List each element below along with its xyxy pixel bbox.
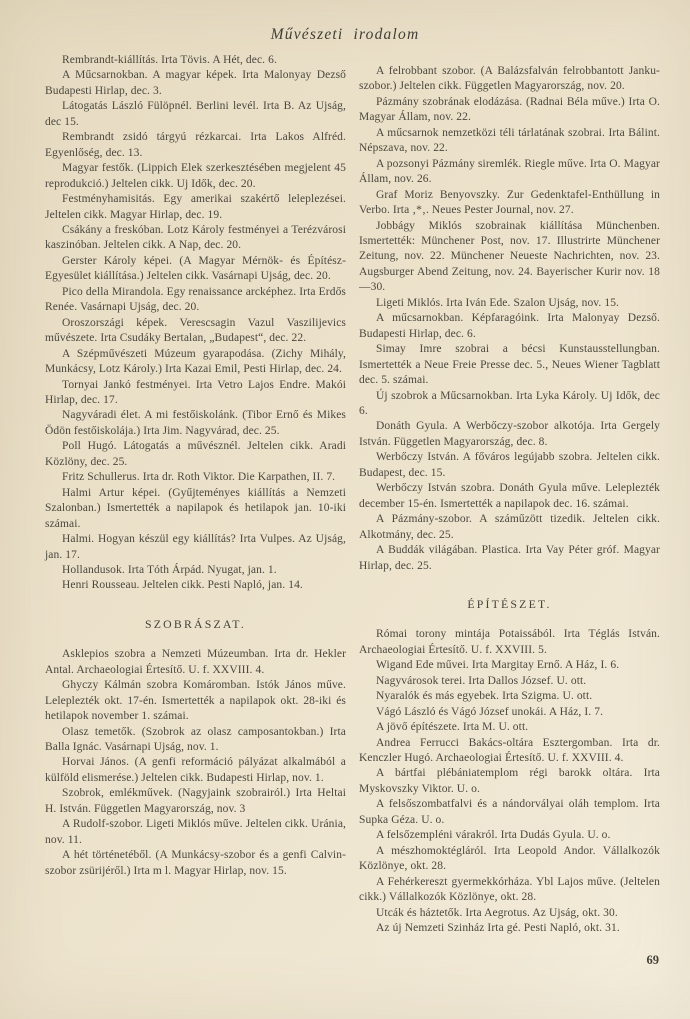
page-number: 69 [646,953,659,967]
bibliography-entry: Nyaralók és más egyebek. Irta Szigma. U. ott. [376,690,593,703]
bibliography-entry: Magyar festők. (Lippich Elek szerkesztésében megjelent 45 reprodukció.) Jeltelen cikk. Uj Idők, dec. 20. [45,162,346,190]
bibliography-entry: Római torony mintája Potaissából. Irta Téglás István. Archaeologiai Értesítő. U. f. XXVIII. 5. [359,628,660,656]
bibliography-entry: Poll Hugó. Látogatás a művésznél. Jeltelen cikk. Aradi Közlöny, dec. 25. [45,440,346,468]
bibliography-entry: Az új Nemzeti Szinház Irta gé. Pesti Napló, okt. 31. [376,922,620,935]
bibliography-entry: Horvai János. (A genfi reformáció pályázat alkalmából a külföld elismerése.) Jeltelen cikk. Budapesti Hirlap, nov. 1. [45,756,346,784]
bibliography-entry: A Rudolf-szobor. Ligeti Miklós műve. Jeltelen cikk. Uránia, nov. 11. [45,818,346,846]
bibliography-entry: A műcsarnokban. Képfaragóink. Irta Malonyay Dezső. Budapesti Hirlap, dec. 6. [359,312,660,340]
bibliography-entry: Csákány a freskóban. Lotz Károly festményei a Terézvárosi kaszinóban. Jeltelen cikk. A Nap, dec. 20. [45,223,346,252]
bibliography-entry: Donáth Gyula. A Werbőczy-szobor alkotója. Irta Gergely István. Független Magyarország, dec. 8. [359,420,660,448]
bibliography-entry: Graf Moriz Benyovszky. Zur Gedenktafel-Enthüllung in Verbo. Irta ‚*‚. Neues Pester Journal, nov. 27. [359,188,660,217]
bibliography-entry: A Buddák világában. Plastica. Irta Vay Péter gróf. Magyar Hirlap, dec. 25. [359,544,660,572]
bibliography-entry: A bártfai plébániatemplom régi barokk oltára. Irta Myskovszky Viktor. U. o. [359,767,660,795]
bibliography-entry: Nagyváradi élet. A mi festőiskolánk. (Tibor Ernő és Mikes Ödön festőiskolája.) Irta Jim. Nagyvárad, dec. 25. [45,409,346,437]
bibliography-entry: Andrea Ferrucci Bakács-oltára Esztergomban. Irta dr. Kenczler Hugó. Archaeologiai Értesítő. U. f. XXVIII. 4. [359,736,660,765]
left-column [45,53,346,936]
bibliography-entry: Rembrandt-kiállítás. Irta Tövis. A Hét, dec. 6. [62,54,277,66]
bibliography-entry: Új szobrok a Műcsarnokban. Irta Lyka Károly. Uj Idők, dec 6. [359,389,660,417]
bibliography-entry: Pázmány szobrának elodázása. (Radnai Béla műve.) Irta O. Magyar Állam, nov. 22. [359,95,660,124]
bibliography-entry: A jövő építészete. Irta M. U. ott. [376,721,529,734]
bibliography-entry: Wigand Ede művei. Irta Margitay Ernő. A Ház, I. 6. [376,659,620,672]
bibliography-entry: A felrobbant szobor. (A Balázsfalván felrobbantott Janku-szobor.) Jeltelen cikk. Független Magyarország, nov. 20. [359,65,660,93]
bibliography-entry: A Szépművészeti Múzeum gyarapodása. (Zichy Mihály, Munkácsy, Lotz Károly.) Irta Kazai Emil, Pesti Hirlap, dec. 24. [45,347,346,376]
bibliography-entry: Werbőczy István szobra. Donáth Gyula műve. Leleplezték december 15-én. Ismertették a napilapok dec. 16. számai. [359,482,660,510]
bibliography-entry: Fritz Schullerus. Irta dr. Roth Viktor. Die Karpathen, II. 7. [62,471,336,484]
bibliography-entry: Ligeti Miklós. Irta Iván Ede. Szalon Ujság, nov. 15. [376,296,620,309]
bibliography-entry: Olasz temetők. (Szobrok az olasz camposantokban.) Irta Balla Ignác. Vasárnapi Ujság, nov. 1. [45,725,346,754]
bibliography-entry: Hollandusok. Irta Tóth Árpád. Nyugat, jan. 1. [62,563,277,576]
bibliography-entry: Vágó László és Vágó József unokái. A Ház, I. 7. [376,705,604,718]
bibliography-entry: A felsőzempléni várakról. Irta Dudás Gyula. U. o. [376,829,611,842]
section-heading: SZOBRÁSZAT. [144,616,246,631]
bibliography-entry: Henri Rousseau. Jeltelen cikk. Pesti Napló, jan. 14. [62,579,303,592]
page-header-title: Művészeti irodalom [270,26,420,43]
bibliography-entry: Pico della Mirandola. Egy renaissance arcképhez. Irta Erdős Renée. Vasárnapi Ujság, dec. 20. [45,285,346,314]
bibliography-entry: A felsőszombatfalvi és a nándorvályai oláh templom. Irta Supka Géza. U. o. [359,798,660,826]
bibliography-entry: A hét történetéből. (A Munkácsy-szobor és a genfi Calvin-szobor zsürijéről.) Irta m l. Magyar Hirlap, nov. 15. [45,849,346,877]
bibliography-entry: A Pázmány-szobor. A száműzött tizedik. Jeltelen cikk. Alkotmány, dec. 25. [359,513,660,541]
right-column [359,53,660,936]
bibliography-entry: Halmi. Hogyan készül egy kiállítás? Irta Vulpes. Az Ujság, jan. 17. [45,533,346,561]
bibliography-entry: A mészhomoktégláról. Irta Leopold Andor. Vállalkozók Közlönye, okt. 28. [359,844,660,873]
bibliography-entry: Gerster Károly képei. (A Magyar Mérnök- és Építész-Egyesület kiállítása.) Jeltelen cikk. Vasárnapi Ujság, dec. 20. [45,254,346,283]
bibliography-entry: Festményhamisitás. Egy amerikai szakértő leleplezései. Jeltelen cikk. Magyar Hirlap, dec. 19. [45,193,346,221]
bibliography-entry: A Műcsarnokban. A magyar képek. Irta Malonyay Dezső Budapesti Hirlap, dec. 3. [45,69,346,97]
bibliography-entry: Werbőczy István. A főváros legújabb szobra. Jeltelen cikk. Budapest, dec. 15. [359,451,660,479]
bibliography-entry: Nagyvárosok terei. Irta Dallos József. U. ott. [376,674,587,687]
bibliography-entry: Látogatás László Fülöpnél. Berlini levél. Irta B. Az Ujság, dec 15. [45,100,346,128]
bibliography-entry: Ghyczy Kálmán szobra Komáromban. Istók János műve. Leleplezték okt. 17-én. Ismertették a napilapok okt. 28-iki és hetilapok november 1. számai. [45,679,346,723]
bibliography-entry: Szobrok, emlékművek. (Nagyjaink szobrairól.) Irta Heltai H. István. Független Magyarország, nov. 3 [45,787,346,815]
bibliography-entry: Tornyai Jankó festményei. Irta Vetro Lajos Endre. Makói Hirlap, dec. 17. [45,378,346,406]
bibliography-entry: Jobbágy Miklós szobrainak kiállítása Münchenben. Ismertették: Münchener Post, nov. 17. Illustrirte Münchener Zeitung, nov. 22. Münchener Neueste Nachrichten, nov. 23. Augsburger Abend Zeitung, nov. 24. Bayerischer Kurir nov. 18—30. [359,219,660,294]
bibliography-entry: A Fehérkereszt gyermekkórháza. Ybl Lajos műve. (Jeltelen cikk.) Vállalkozók Közlönye, okt. 28. [359,875,660,904]
bibliography-entry: Halmi Artur képei. (Gyűjteményes kiállítás a Nemzeti Szalonban.) Ismertették a napilapok és hetilapok jan. 10-iki számai. [45,486,346,530]
bibliography-entry: A műcsarnok nemzetközi téli tárlatának szobrai. Irta Bálint. Népszava, nov. 22. [359,126,660,155]
bibliography-entry: Rembrandt zsidó tárgyú rézkarcai. Irta Lakos Alfréd. Egyenlőség, dec. 13. [45,131,346,159]
bibliography-entry: Simay Imre szobrai a bécsi Kunstausstellungban. Ismertették a Neue Freie Presse dec. 5., Neues Wiener Tagblatt dec. 5. számai. [359,343,660,387]
section-heading: ÉPÍTÉSZET. [467,596,552,611]
bibliography-entry: Utcák és háztetők. Irta Aegrotus. Az Ujság, okt. 30. [376,906,618,919]
bibliography-entry: Asklepios szobra a Nemzeti Múzeumban. Irta dr. Hekler Antal. Archaeologiai Értesítő. U. f. XXVIII. 4. [45,648,346,676]
bibliography-entry: Oroszországi képek. Verescsagin Vazul Vaszilijevics művészete. Irta Csudáky Bertalan, „Budapest“, dec. 22. [45,316,346,345]
bibliography-entry: A pozsonyi Pázmány siremlék. Riegle műve. Irta O. Magyar Állam, nov. 26. [359,157,660,186]
text-columns [45,53,660,936]
